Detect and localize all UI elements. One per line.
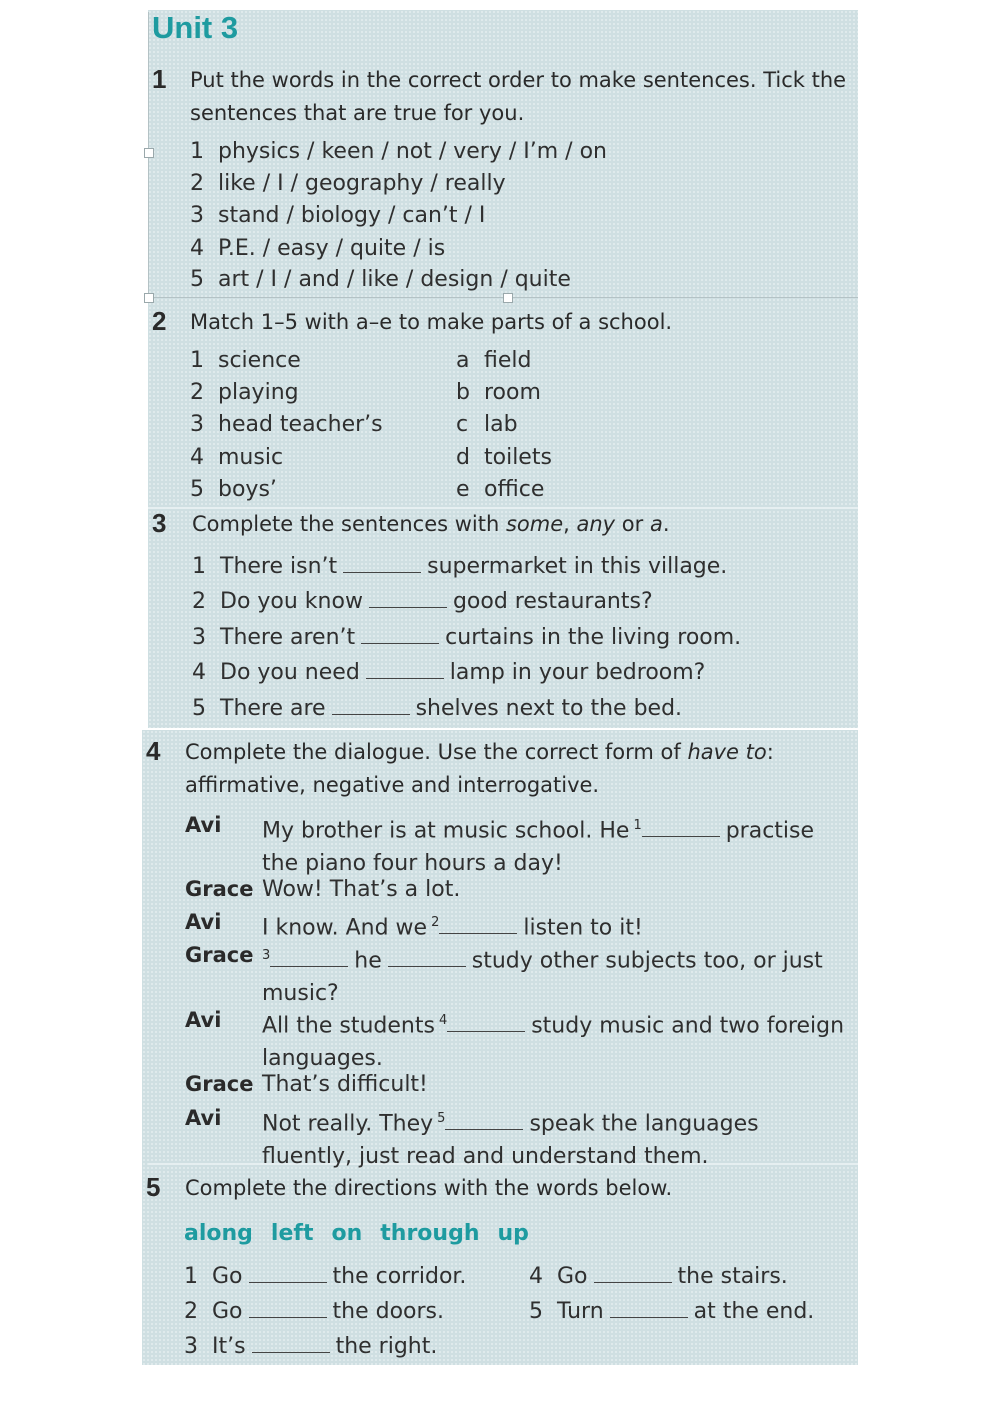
item-number: 2 — [190, 380, 204, 405]
item-text: the corridor. — [332, 1264, 467, 1289]
match-right-item — [456, 412, 518, 437]
keyword: any — [576, 512, 616, 536]
exercise-3-item — [192, 660, 705, 685]
resize-handle[interactable] — [144, 293, 154, 303]
answer-blank[interactable] — [249, 1278, 327, 1283]
item-text: It’s — [212, 1334, 246, 1359]
exercise-5-item — [529, 1264, 788, 1289]
keyword: some — [505, 512, 564, 536]
unit-title: Unit 3 — [152, 10, 239, 45]
dialogue-line — [262, 1102, 862, 1173]
dialogue-line: Wow! That’s a lot. — [262, 877, 461, 902]
gap-number: 2 — [431, 915, 440, 930]
speech-text: speak the languages — [529, 1111, 759, 1137]
speaker-name: Grace — [185, 1072, 254, 1096]
answer-blank[interactable] — [642, 832, 720, 837]
item-text: lab — [484, 412, 518, 437]
separator: or — [615, 512, 650, 536]
item-text: physics / keen / not / very / I’m / on — [218, 139, 607, 164]
item-text: field — [484, 348, 532, 373]
speech-text: languages. — [262, 1046, 383, 1072]
item-text: curtains in the living room. — [445, 625, 742, 650]
instruction-text: Complete the dialogue. Use the correct form of — [185, 740, 688, 764]
speech-text: Not really. They — [262, 1111, 434, 1137]
item-text: art / I / and / like / design / quite — [218, 267, 571, 292]
gap-number: 5 — [437, 1111, 446, 1126]
keyword: have to — [687, 740, 767, 764]
match-right-item — [456, 477, 544, 502]
item-number: 4 — [192, 660, 206, 685]
item-text: toilets — [484, 445, 552, 470]
item-number: 1 — [190, 348, 204, 373]
item-text: the doors. — [332, 1299, 444, 1324]
exercise-5-item — [184, 1334, 437, 1359]
gap-number: 1 — [633, 818, 642, 833]
item-text: music — [218, 445, 284, 470]
separator: , — [563, 512, 577, 536]
item-text: like / I / geography / really — [218, 171, 506, 196]
item-text: playing — [218, 380, 299, 405]
word-option: up — [497, 1221, 529, 1246]
item-number: 2 — [192, 589, 206, 614]
item-number: 4 — [190, 236, 204, 261]
item-number: 1 — [190, 139, 204, 164]
item-text: Go — [212, 1299, 243, 1324]
instruction-text: Complete the sentences with — [192, 512, 506, 536]
instruction-text: affirmative, negative and interrogative. — [185, 773, 600, 797]
item-text: There are — [220, 696, 326, 721]
item-number: 2 — [184, 1299, 198, 1324]
speech-text: study other subjects too, or just — [471, 948, 823, 974]
exercise-5-instruction: Complete the directions with the words below. — [185, 1176, 673, 1200]
item-number: 4 — [529, 1264, 543, 1289]
exercise-3-item — [192, 554, 727, 579]
item-text: P.E. / easy / quite / is — [218, 236, 446, 261]
gap-number: 3 — [262, 948, 271, 963]
item-number: 3 — [190, 412, 204, 437]
dialogue-line — [262, 939, 862, 1010]
item-letter: e — [456, 477, 470, 502]
item-number: 5 — [192, 696, 206, 721]
item-number: 1 — [192, 554, 206, 579]
speech-text: the piano four hours a day! — [262, 851, 563, 877]
item-number: 4 — [190, 445, 204, 470]
exercise-3-item — [192, 696, 682, 721]
item-text: supermarket in this village. — [427, 554, 728, 579]
answer-blank[interactable] — [343, 568, 421, 573]
gap-number: 4 — [438, 1013, 448, 1028]
answer-blank[interactable] — [610, 1313, 688, 1318]
match-right-item — [456, 348, 531, 373]
speech-text: My brother is at music school. He — [262, 818, 630, 844]
resize-handle[interactable] — [503, 293, 513, 303]
exercise-3-item — [192, 625, 741, 650]
item-text: good restaurants? — [452, 589, 653, 614]
word-option: left — [270, 1221, 314, 1246]
exercise-3-number: 3 — [152, 508, 167, 538]
word-option: along — [184, 1221, 253, 1246]
exercise-1-number: 1 — [152, 64, 167, 94]
item-number: 2 — [190, 171, 204, 196]
speech-text: study music and two foreign — [531, 1013, 845, 1039]
match-right-item — [456, 380, 541, 405]
speaker-name: Avi — [185, 910, 222, 934]
item-text: shelves next to the bed. — [415, 696, 683, 721]
exercise-4-instruction — [185, 736, 855, 802]
item-text: Do you need — [220, 660, 360, 685]
item-text: There isn’t — [220, 554, 338, 579]
exercise-1-instruction: Put the words in the correct order to make sentences. Tick the sentences that are true for you. — [190, 68, 847, 125]
item-text: Go — [212, 1264, 243, 1289]
speech-text: fluently, just read and understand them. — [262, 1144, 709, 1170]
speaker-name: Avi — [185, 813, 222, 837]
answer-blank[interactable] — [252, 1348, 330, 1353]
instruction-text: : — [766, 740, 774, 764]
word-option: on — [331, 1221, 363, 1246]
match-left-item — [190, 348, 301, 373]
item-letter: d — [456, 445, 470, 470]
speech-text: listen to it! — [523, 915, 643, 941]
item-letter: a — [456, 348, 470, 373]
answer-blank[interactable] — [439, 929, 517, 934]
item-text: the right. — [335, 1334, 438, 1359]
item-number: 1 — [184, 1264, 198, 1289]
match-right-item — [456, 445, 552, 470]
exercise-1-item — [190, 267, 571, 292]
exercise-1-item — [190, 139, 607, 164]
dialogue-line — [262, 809, 862, 880]
speech-text: he — [354, 948, 382, 974]
keyword: a — [649, 512, 663, 536]
separator: . — [662, 512, 670, 536]
exercise-2-number: 2 — [152, 306, 167, 336]
item-text: Go — [557, 1264, 588, 1289]
item-text: boys’ — [218, 477, 277, 502]
item-letter: c — [456, 412, 469, 437]
answer-blank[interactable] — [388, 962, 466, 967]
exercise-3-instruction — [192, 508, 852, 541]
item-number: 3 — [192, 625, 206, 650]
item-number: 5 — [190, 267, 204, 292]
exercise-4-number: 4 — [146, 736, 161, 766]
item-letter: b — [456, 380, 470, 405]
answer-blank[interactable] — [447, 1027, 525, 1032]
resize-handle[interactable] — [144, 148, 154, 158]
item-text: office — [484, 477, 545, 502]
match-left-item — [190, 477, 277, 502]
speaker-name: Grace — [185, 877, 254, 901]
word-option: through — [380, 1221, 480, 1246]
item-text: There aren’t — [220, 625, 356, 650]
item-number: 5 — [190, 477, 204, 502]
item-text: science — [218, 348, 301, 373]
item-text: Do you know — [220, 589, 363, 614]
match-left-item — [190, 412, 383, 437]
item-number: 3 — [184, 1334, 198, 1359]
exercise-1-item — [190, 203, 485, 228]
answer-blank[interactable] — [594, 1278, 672, 1283]
speech-text: music? — [262, 981, 339, 1007]
answer-blank[interactable] — [270, 962, 348, 967]
item-number: 5 — [529, 1299, 543, 1324]
dialogue-line: That’s difficult! — [262, 1072, 428, 1097]
item-text: the stairs. — [677, 1264, 788, 1289]
answer-blank[interactable] — [332, 710, 410, 715]
item-text: lamp in your bedroom? — [449, 660, 706, 685]
answer-blank[interactable] — [445, 1125, 523, 1130]
exercise-5-number: 5 — [146, 1172, 161, 1202]
speaker-name: Avi — [185, 1106, 222, 1130]
speech-text: practise — [725, 818, 815, 844]
match-left-item — [190, 445, 283, 470]
exercise-3-item — [192, 589, 653, 614]
dialogue-line — [262, 1004, 862, 1075]
item-text: head teacher’s — [218, 412, 383, 437]
item-number: 3 — [190, 203, 204, 228]
exercise-1-item — [190, 236, 445, 261]
answer-blank[interactable] — [366, 674, 444, 679]
speaker-name: Avi — [185, 1008, 222, 1032]
answer-blank[interactable] — [369, 603, 447, 608]
speech-text: I know. And we — [262, 915, 428, 941]
item-text: at the end. — [693, 1299, 815, 1324]
exercise-5-item — [529, 1299, 814, 1324]
match-left-item — [190, 380, 299, 405]
answer-blank[interactable] — [361, 639, 439, 644]
exercise-5-item — [184, 1264, 466, 1289]
answer-blank[interactable] — [249, 1313, 327, 1318]
speech-text: All the students — [262, 1013, 435, 1039]
exercise-2-instruction: Match 1–5 with a–e to make parts of a school. — [190, 310, 673, 334]
item-text: Turn — [557, 1299, 604, 1324]
exercise-1-item — [190, 171, 506, 196]
item-text: room — [484, 380, 541, 405]
speaker-name: Grace — [185, 943, 254, 967]
word-box — [184, 1221, 547, 1246]
item-text: stand / biology / can’t / I — [218, 203, 486, 228]
exercise-5-item — [184, 1299, 444, 1324]
